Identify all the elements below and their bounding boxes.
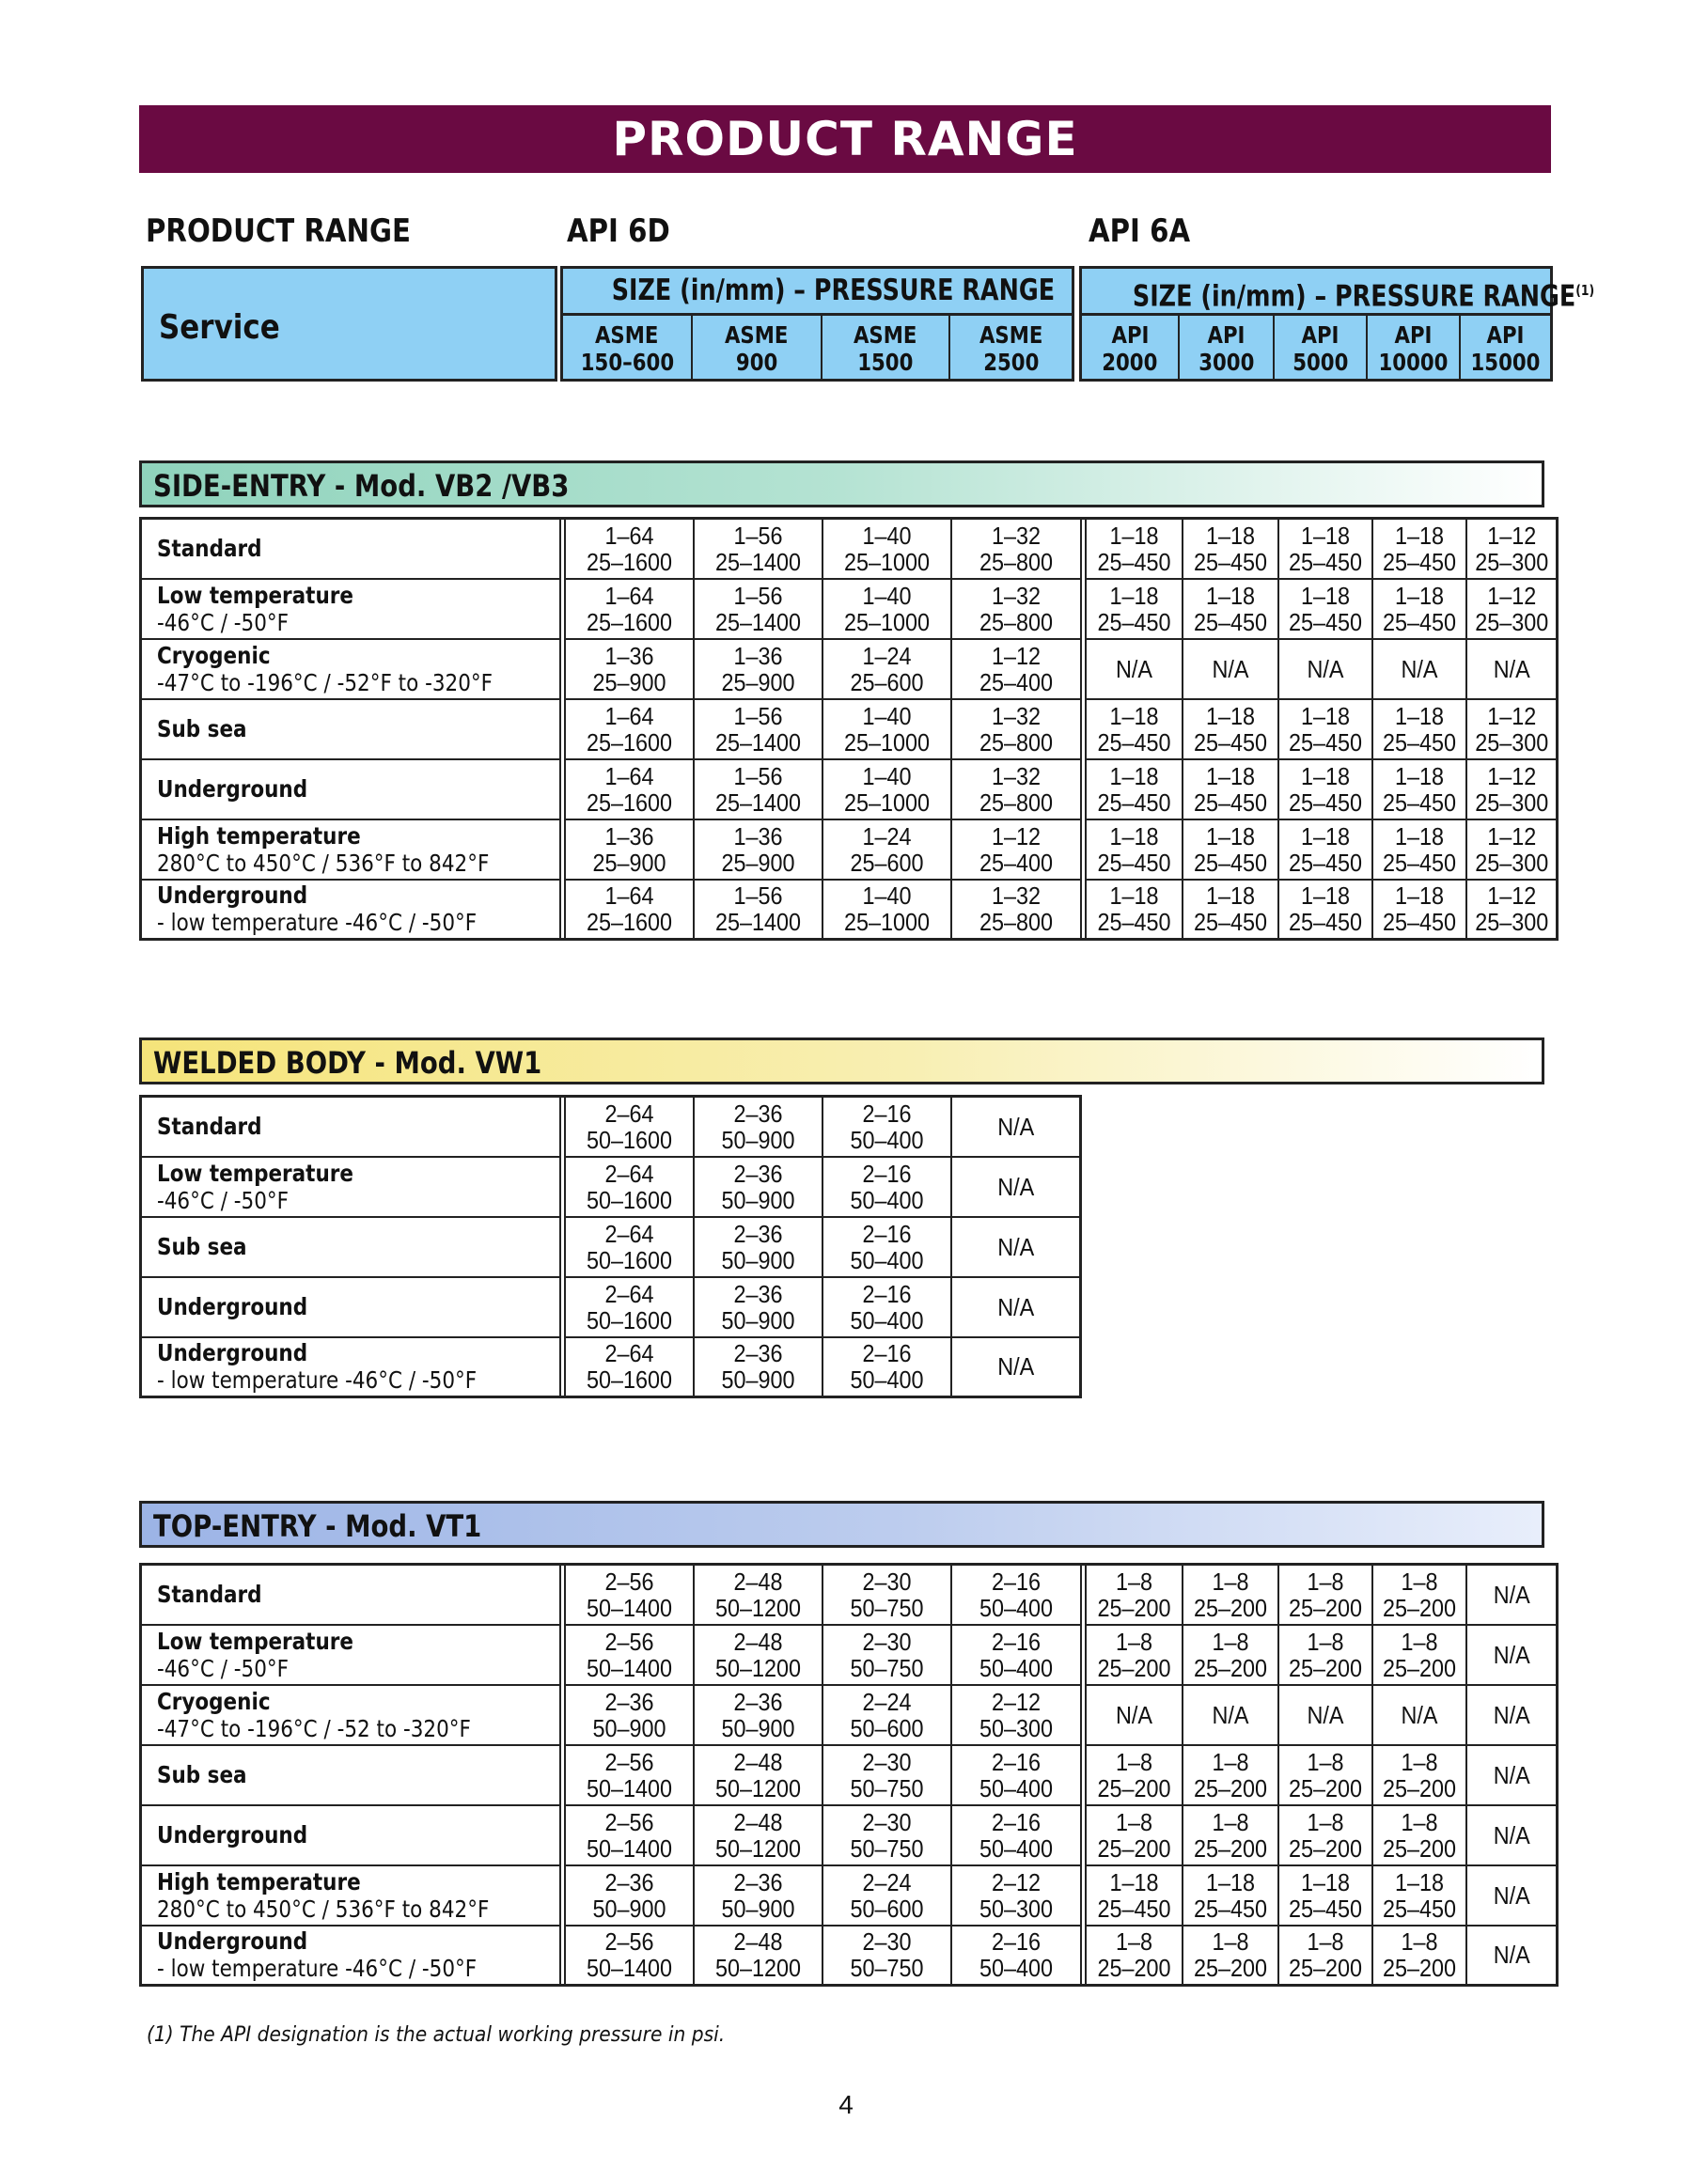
range-cell: 2–64 50–1600 <box>565 1277 694 1337</box>
service-cell: High temperature 280°C to 450°C / 536°F to 842°F <box>141 1865 560 1926</box>
range-cell: N/A <box>1278 639 1372 699</box>
side-entry-table <box>139 517 1559 941</box>
range-cell: 1–40 25–1000 <box>822 699 951 759</box>
range-cell: 1–12 25–300 <box>1466 759 1558 819</box>
range-cell: N/A <box>951 1337 1081 1397</box>
service-cell: Standard <box>141 1565 560 1625</box>
range-cell: 1–18 25–450 <box>1372 699 1466 759</box>
range-cell: 1–8 25–200 <box>1372 1926 1466 1986</box>
range-cell: 1–18 25–450 <box>1183 519 1278 579</box>
range-cell: 1–8 25–200 <box>1086 1805 1183 1865</box>
range-cell: 1–18 25–450 <box>1086 579 1183 639</box>
api6d-group-header: SIZE (in/mm) – PRESSURE RANGE <box>563 269 1072 316</box>
api6a-label: API 6A <box>1089 212 1191 250</box>
range-cell: 2–36 50–900 <box>694 1337 822 1397</box>
range-cell: 1–8 25–200 <box>1183 1625 1278 1685</box>
side-entry-section-bar: SIDE-ENTRY - Mod. VB2 /VB3 <box>139 460 1544 507</box>
range-cell: 1–36 25–900 <box>565 639 694 699</box>
range-cell: 1–12 25–300 <box>1466 819 1558 880</box>
service-cell: Low temperature -46°C / -50°F <box>141 579 560 639</box>
range-cell: 2–30 50–750 <box>822 1805 951 1865</box>
range-cell: N/A <box>951 1097 1081 1157</box>
range-cell: 1–36 25–900 <box>694 819 822 880</box>
range-cell: N/A <box>951 1277 1081 1337</box>
range-cell: 1–12 25–300 <box>1466 880 1558 940</box>
header-col: API 3000 <box>1178 316 1273 379</box>
range-cell: 1–18 25–450 <box>1183 1865 1278 1926</box>
range-cell: 1–8 25–200 <box>1086 1926 1183 1986</box>
range-cell: 1–12 25–400 <box>951 639 1081 699</box>
range-cell: 1–18 25–450 <box>1086 759 1183 819</box>
range-cell: 1–18 25–450 <box>1278 519 1372 579</box>
header-col: API 15000 <box>1459 316 1550 379</box>
api6a-group-header: SIZE (in/mm) – PRESSURE RANGE$^{(1)}$ <box>1082 269 1550 316</box>
range-cell: N/A <box>1372 1685 1466 1745</box>
range-cell: 1–8 25–200 <box>1086 1745 1183 1805</box>
table-row <box>141 1865 1558 1926</box>
range-cell: 1–8 25–200 <box>1183 1565 1278 1625</box>
table-row <box>141 880 1558 940</box>
service-cell: Underground <box>141 1277 560 1337</box>
range-cell: 1–18 25–450 <box>1278 759 1372 819</box>
range-cell: 2–56 50–1400 <box>565 1805 694 1865</box>
range-cell: N/A <box>1372 639 1466 699</box>
range-cell: 1–64 25–1600 <box>565 579 694 639</box>
service-cell: Sub sea <box>141 1217 560 1277</box>
range-cell: 2–48 50–1200 <box>694 1926 822 1986</box>
range-cell: 2–64 50–1600 <box>565 1097 694 1157</box>
service-cell: High temperature 280°C to 450°C / 536°F to 842°F <box>141 819 560 880</box>
table-row <box>141 1217 1081 1277</box>
range-cell: 1–32 25–800 <box>951 579 1081 639</box>
range-cell: 1–24 25–600 <box>822 639 951 699</box>
range-cell: 2–36 50–900 <box>694 1157 822 1217</box>
range-cell: 2–30 50–750 <box>822 1565 951 1625</box>
range-cell: 1–12 25–300 <box>1466 519 1558 579</box>
range-cell: 1–18 25–450 <box>1183 579 1278 639</box>
range-cell: 1–64 25–1600 <box>565 699 694 759</box>
page-number: 4 <box>838 2090 854 2119</box>
range-cell: N/A <box>1466 1805 1558 1865</box>
table-row <box>141 1565 1558 1625</box>
table-row <box>141 639 1558 699</box>
page-banner: PRODUCT RANGE <box>139 105 1551 173</box>
range-cell: 1–40 25–1000 <box>822 519 951 579</box>
range-cell: N/A <box>1466 1926 1558 1986</box>
table-row <box>141 819 1558 880</box>
footnote: (1) The API designation is the actual working pressure in psi. <box>147 2023 726 2047</box>
table-row <box>141 759 1558 819</box>
range-cell: 2–16 50–400 <box>951 1625 1081 1685</box>
range-cell: 1–18 25–450 <box>1372 579 1466 639</box>
range-cell: N/A <box>1183 639 1278 699</box>
range-cell: N/A <box>1466 1685 1558 1745</box>
service-cell: Standard <box>141 519 560 579</box>
range-cell: 2–16 50–400 <box>951 1805 1081 1865</box>
range-cell: 2–56 50–1400 <box>565 1625 694 1685</box>
range-cell: 1–18 25–450 <box>1183 699 1278 759</box>
range-cell: N/A <box>951 1217 1081 1277</box>
range-cell: 2–36 50–900 <box>694 1217 822 1277</box>
api6d-columns <box>563 316 1072 379</box>
range-cell: 1–56 25–1400 <box>694 759 822 819</box>
range-cell: 1–32 25–800 <box>951 759 1081 819</box>
range-cell: 1–18 25–450 <box>1278 579 1372 639</box>
range-cell: 1–56 25–1400 <box>694 699 822 759</box>
table-row <box>141 1157 1081 1217</box>
header-col: ASME 2500 <box>948 316 1072 379</box>
range-cell: 1–24 25–600 <box>822 819 951 880</box>
range-cell: 1–18 25–450 <box>1372 759 1466 819</box>
table-row <box>141 579 1558 639</box>
range-cell: 2–36 50–900 <box>694 1277 822 1337</box>
range-cell: 1–18 25–450 <box>1372 519 1466 579</box>
range-cell: 2–64 50–1600 <box>565 1217 694 1277</box>
header-col: ASME 1500 <box>821 316 948 379</box>
range-cell: 1–56 25–1400 <box>694 519 822 579</box>
range-cell: 2–16 50–400 <box>822 1097 951 1157</box>
range-cell: 1–36 25–900 <box>694 639 822 699</box>
range-cell: 1–18 25–450 <box>1086 699 1183 759</box>
range-cell: 1–40 25–1000 <box>822 579 951 639</box>
service-cell: Low temperature -46°C / -50°F <box>141 1625 560 1685</box>
range-cell: 2–24 50–600 <box>822 1865 951 1926</box>
range-cell: 1–8 25–200 <box>1372 1745 1466 1805</box>
table-row <box>141 519 1558 579</box>
range-cell: 1–8 25–200 <box>1278 1926 1372 1986</box>
service-cell: Underground - low temperature -46°C / -50°F <box>141 1337 560 1397</box>
range-cell: 1–56 25–1400 <box>694 579 822 639</box>
table-row <box>141 1337 1081 1397</box>
service-header <box>141 266 557 382</box>
range-cell: 2–64 50–1600 <box>565 1337 694 1397</box>
range-cell: 2–36 50–900 <box>694 1685 822 1745</box>
table-row <box>141 699 1558 759</box>
range-cell: 1–8 25–200 <box>1278 1805 1372 1865</box>
range-cell: 2–48 50–1200 <box>694 1625 822 1685</box>
range-cell: 2–30 50–750 <box>822 1926 951 1986</box>
top-entry-table <box>139 1563 1559 1987</box>
range-cell: 1–64 25–1600 <box>565 519 694 579</box>
range-cell: 2–16 50–400 <box>951 1565 1081 1625</box>
range-cell: 2–16 50–400 <box>822 1277 951 1337</box>
range-cell: 2–16 50–400 <box>951 1926 1081 1986</box>
range-cell: 2–56 50–1400 <box>565 1926 694 1986</box>
range-cell: 1–18 25–450 <box>1372 880 1466 940</box>
range-cell: 1–40 25–1000 <box>822 759 951 819</box>
range-cell: 1–18 25–450 <box>1183 880 1278 940</box>
range-cell: 1–18 25–450 <box>1372 819 1466 880</box>
range-cell: 1–8 25–200 <box>1183 1805 1278 1865</box>
range-cell: 1–18 25–450 <box>1086 519 1183 579</box>
range-cell: 2–16 50–400 <box>951 1745 1081 1805</box>
range-cell: N/A <box>1086 1685 1183 1745</box>
range-cell: 1–8 25–200 <box>1372 1565 1466 1625</box>
table-row <box>141 1685 1558 1745</box>
service-cell: Sub sea <box>141 699 560 759</box>
api6d-label: API 6D <box>567 212 670 250</box>
service-cell: Sub sea <box>141 1745 560 1805</box>
range-cell: 1–18 25–450 <box>1278 699 1372 759</box>
range-cell: 1–32 25–800 <box>951 699 1081 759</box>
table-row <box>141 1097 1081 1157</box>
range-cell: 1–8 25–200 <box>1278 1625 1372 1685</box>
range-cell: 2–56 50–1400 <box>565 1565 694 1625</box>
range-cell: 2–16 50–400 <box>822 1337 951 1397</box>
service-cell: Cryogenic -47°C to -196°C / -52°F to -320°F <box>141 639 560 699</box>
range-cell: N/A <box>1466 639 1558 699</box>
header-col: API 10000 <box>1366 316 1459 379</box>
product-range-label: PRODUCT RANGE <box>146 212 411 250</box>
service-cell: Underground - low temperature -46°C / -50°F <box>141 1926 560 1986</box>
range-cell: 2–12 50–300 <box>951 1865 1081 1926</box>
top-entry-section-bar: TOP-ENTRY - Mod. VT1 <box>139 1501 1544 1548</box>
range-cell: 2–48 50–1200 <box>694 1565 822 1625</box>
api6a-columns <box>1082 316 1550 379</box>
api6d-header <box>560 266 1074 382</box>
range-cell: 2–36 50–900 <box>565 1865 694 1926</box>
range-cell: 1–40 25–1000 <box>822 880 951 940</box>
range-cell: 1–32 25–800 <box>951 519 1081 579</box>
range-cell: 1–18 25–450 <box>1278 1865 1372 1926</box>
welded-body-table <box>139 1095 1082 1398</box>
table-row <box>141 1625 1558 1685</box>
service-cell: Standard <box>141 1097 560 1157</box>
range-cell: 1–36 25–900 <box>565 819 694 880</box>
range-cell: 1–12 25–300 <box>1466 699 1558 759</box>
range-cell: N/A <box>1466 1745 1558 1805</box>
range-cell: 2–36 50–900 <box>694 1865 822 1926</box>
table-row <box>141 1805 1558 1865</box>
header-col: ASME 900 <box>691 316 821 379</box>
range-cell: N/A <box>1278 1685 1372 1745</box>
header-col: API 2000 <box>1102 321 1158 376</box>
range-cell: N/A <box>951 1157 1081 1217</box>
range-cell: 2–56 50–1400 <box>565 1745 694 1805</box>
range-cell: N/A <box>1466 1865 1558 1926</box>
welded-body-section-bar: WELDED BODY - Mod. VW1 <box>139 1037 1544 1084</box>
range-cell: 2–64 50–1600 <box>565 1157 694 1217</box>
range-cell: 1–18 25–450 <box>1086 880 1183 940</box>
range-cell: 1–64 25–1600 <box>565 880 694 940</box>
range-cell: 1–12 25–400 <box>951 819 1081 880</box>
range-cell: 1–18 25–450 <box>1278 819 1372 880</box>
service-header-label: Service <box>159 308 280 347</box>
range-cell: 1–8 25–200 <box>1183 1926 1278 1986</box>
range-cell: 1–8 25–200 <box>1086 1565 1183 1625</box>
range-cell: 1–12 25–300 <box>1466 579 1558 639</box>
range-cell: 1–8 25–200 <box>1278 1745 1372 1805</box>
range-cell: 2–36 50–900 <box>694 1097 822 1157</box>
range-cell: 2–48 50–1200 <box>694 1745 822 1805</box>
range-cell: 1–64 25–1600 <box>565 759 694 819</box>
range-cell: 1–18 25–450 <box>1183 819 1278 880</box>
range-cell: 2–12 50–300 <box>951 1685 1081 1745</box>
range-cell: 2–30 50–750 <box>822 1745 951 1805</box>
table-row <box>141 1745 1558 1805</box>
api6a-header <box>1079 266 1595 382</box>
range-cell: N/A <box>1466 1625 1558 1685</box>
range-cell: 1–8 25–200 <box>1372 1625 1466 1685</box>
range-cell: 2–16 50–400 <box>822 1217 951 1277</box>
table-row <box>141 1926 1558 1986</box>
range-cell: 2–36 50–900 <box>565 1685 694 1745</box>
range-cell: 2–48 50–1200 <box>694 1805 822 1865</box>
service-cell: Low temperature -46°C / -50°F <box>141 1157 560 1217</box>
range-cell: 1–18 25–450 <box>1183 759 1278 819</box>
service-cell: Cryogenic -47°C to -196°C / -52 to -320°F <box>141 1685 560 1745</box>
range-cell: N/A <box>1183 1685 1278 1745</box>
range-cell: 2–30 50–750 <box>822 1625 951 1685</box>
service-cell: Underground <box>141 1805 560 1865</box>
range-cell: 1–8 25–200 <box>1278 1565 1372 1625</box>
header-col: ASME 150–600 <box>580 321 674 376</box>
header-col: API 5000 <box>1273 316 1366 379</box>
range-cell: 1–8 25–200 <box>1086 1625 1183 1685</box>
table-row <box>141 1277 1081 1337</box>
service-cell: Underground - low temperature -46°C / -50°F <box>141 880 560 940</box>
range-cell: 1–18 25–450 <box>1372 1865 1466 1926</box>
range-cell: 1–18 25–450 <box>1086 819 1183 880</box>
range-cell: 2–24 50–600 <box>822 1685 951 1745</box>
range-cell: 1–8 25–200 <box>1183 1745 1278 1805</box>
range-cell: 1–18 25–450 <box>1278 880 1372 940</box>
range-cell: N/A <box>1466 1565 1558 1625</box>
range-cell: N/A <box>1086 639 1183 699</box>
range-cell: 1–18 25–450 <box>1086 1865 1183 1926</box>
range-cell: 1–32 25–800 <box>951 880 1081 940</box>
range-cell: 2–16 50–400 <box>822 1157 951 1217</box>
service-cell: Underground <box>141 759 560 819</box>
range-cell: 1–8 25–200 <box>1372 1805 1466 1865</box>
range-cell: 1–56 25–1400 <box>694 880 822 940</box>
